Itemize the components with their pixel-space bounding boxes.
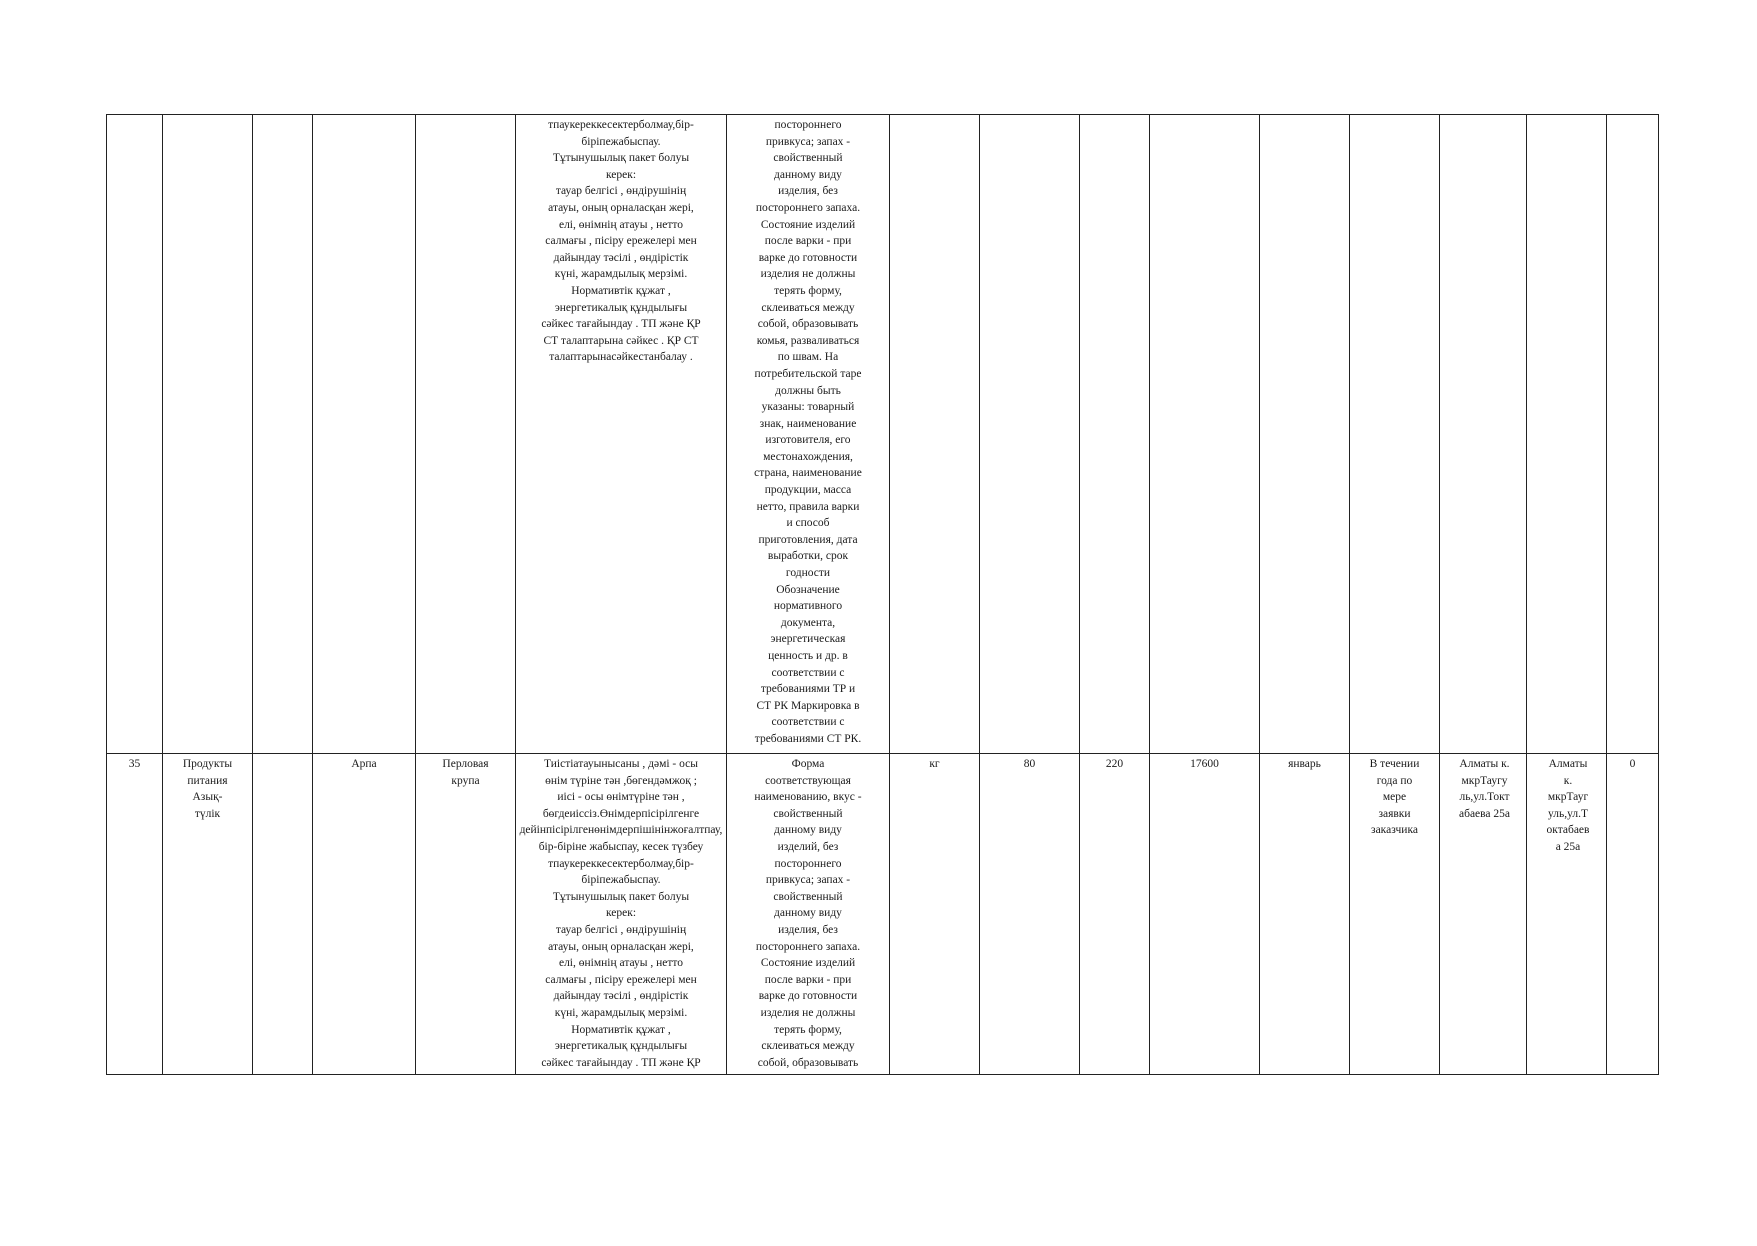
cell-price — [1080, 115, 1150, 754]
text-line: Перловая — [442, 758, 489, 770]
cell-empty — [253, 754, 313, 1075]
text-line: мкрТауг — [1547, 791, 1589, 804]
cell-quantity: 80 — [980, 754, 1080, 1075]
text-line: привкуса; запах - — [765, 874, 851, 887]
text-line: местонахождения, — [763, 450, 853, 463]
text-line: комья, разваливаться — [756, 334, 860, 347]
text-line: после варки - при — [764, 235, 852, 248]
cell-unit: кг — [890, 754, 980, 1075]
table-row — [107, 115, 1659, 754]
text-line: Азық- — [192, 791, 223, 804]
text-line: ль,ул.Токт — [1459, 791, 1510, 804]
text-line: собой, образовывать — [757, 318, 859, 331]
text-line: иісі - осы өнімтүріне тән , — [557, 791, 685, 804]
text-line: документа, — [780, 616, 836, 629]
text-line: изделия не должны — [760, 1006, 856, 1019]
text-line: энергетикалық құндылығы — [554, 301, 688, 314]
text-line: постороннего — [774, 119, 842, 131]
text-line: өнім түріне тән ,бөгендәмжоқ ; — [545, 774, 697, 787]
text-line: страна, наименование — [754, 467, 862, 480]
cell-address-1 — [1440, 115, 1527, 754]
text-line: терять форму, — [774, 1023, 842, 1036]
text-line: к. — [1563, 774, 1573, 787]
cell-kazakh-description — [516, 115, 727, 754]
text-line: годности — [785, 567, 831, 580]
cell-last — [1607, 115, 1659, 754]
cell-empty — [253, 115, 313, 754]
text-line: после варки - при — [764, 973, 852, 986]
text-line: свойственный — [773, 152, 843, 165]
text-line: выработки, срок — [767, 550, 849, 563]
text-line: В течении — [1369, 758, 1420, 770]
text-line: тауар белгісі , өндірушінің — [555, 923, 687, 936]
text-line: Состояние изделий — [760, 218, 856, 231]
cell-sum — [1150, 115, 1260, 754]
text-line: Форма — [791, 758, 825, 770]
text-line: сәйкес тағайындау . ТП және ҚР — [541, 318, 701, 331]
cell-category — [163, 115, 253, 754]
cell-month — [1260, 115, 1350, 754]
cell-month: январь — [1260, 754, 1350, 1075]
text-line: бөгдеиіссіз.Өнімдерпісірілгенге — [542, 807, 700, 820]
text-line: Продукты — [182, 758, 233, 770]
text-line: дайындау тәсілі , өндірістік — [553, 251, 689, 264]
text-line: энергетическая — [770, 633, 846, 646]
text-line: заявки — [1378, 807, 1411, 820]
cell-address-2 — [1527, 754, 1607, 1075]
text-line: данному виду — [774, 824, 842, 837]
text-line: атауы, оның орналасқан жері, — [548, 201, 694, 214]
cell-russian-description — [727, 115, 890, 754]
cell-last: 0 — [1607, 754, 1659, 1075]
text-line: собой, образовывать — [757, 1056, 859, 1069]
text-line: и способ — [786, 517, 830, 530]
text-line: изготовителя, его — [765, 434, 851, 447]
text-line: по швам. На — [777, 351, 839, 364]
text-line: Алматы — [1548, 758, 1588, 770]
text-line: Нормативтік құжат , — [571, 284, 671, 297]
text-line: атауы, оның орналасқан жері, — [548, 940, 694, 953]
text-line: октабаев — [1546, 824, 1590, 837]
cell-sum: 17600 — [1150, 754, 1260, 1075]
cell-number — [107, 115, 163, 754]
text-line: бір-біріне жабыспау, кесек түзбеу — [538, 840, 704, 853]
cell-russian-description — [727, 754, 890, 1075]
text-line: тпаукерeккесектерболмау,бір- — [548, 857, 694, 870]
text-line: свойственный — [773, 807, 843, 820]
text-line: года по — [1376, 774, 1413, 787]
text-line: постороннего запаха. — [755, 940, 861, 953]
text-line: Тұтынушылық пакет болуы — [552, 152, 690, 165]
text-line: сәйкес тағайындау . ТП және ҚР — [541, 1056, 701, 1069]
cell-name-ru — [416, 115, 516, 754]
text-line: нормативного — [773, 600, 843, 613]
text-line: требованиями ТР и — [760, 683, 856, 696]
text-line: СТ РК Маркировка в — [756, 699, 860, 712]
text-line: СТ талаптарына сәйкес . ҚР СТ — [543, 334, 699, 347]
text-line: мкрТаугу — [1461, 774, 1508, 787]
text-line: приготовления, дата — [758, 533, 858, 546]
text-line: склеиваться между — [761, 1040, 855, 1053]
text-line: а 25а — [1555, 840, 1581, 853]
text-line: варке до готовности — [758, 990, 858, 1003]
cell-name-ru — [416, 754, 516, 1075]
text-line: Тұтынушылық пакет болуы — [552, 890, 690, 903]
text-line: постороннего запаха. — [755, 201, 861, 214]
text-line: дейінпісірілгенөнімдерпішінінжоғалтпау, — [519, 824, 723, 837]
text-line: тауар белгісі , өндірушінің — [555, 185, 687, 198]
cell-kazakh-description — [516, 754, 727, 1075]
text-line: наименованию, вкус - — [754, 791, 862, 804]
text-line: данному виду — [774, 907, 842, 920]
cell-name-kz: Арпа — [313, 754, 416, 1075]
text-line: ценность и др. в — [768, 650, 848, 662]
text-line: варке до готовности — [758, 251, 858, 264]
text-line: изделий, без — [777, 840, 839, 853]
text-line: знак, наименование — [759, 417, 857, 430]
text-line: склеиваться между — [761, 301, 855, 314]
text-line: заказчика — [1371, 824, 1418, 837]
text-line: соответствии с — [771, 716, 845, 729]
text-line: салмағы , пісіру ережелері мен — [545, 973, 697, 986]
text-line: терять форму, — [774, 284, 842, 297]
text-line: данному виду — [774, 168, 842, 181]
cell-category — [163, 754, 253, 1075]
text-line: біріпежабыспау. — [581, 874, 661, 887]
text-line: талаптарынасәйкестанбалау . — [549, 351, 693, 364]
text-line: требованиями СТ РК. — [754, 732, 862, 745]
text-line: Обозначение — [776, 583, 840, 596]
cell-address-2 — [1527, 115, 1607, 754]
text-line: абаева 25а — [1458, 807, 1511, 820]
cell-name-kz — [313, 115, 416, 754]
cell-term — [1350, 754, 1440, 1075]
text-line: должны быть — [775, 384, 841, 397]
text-line: изделия не должны — [760, 268, 856, 281]
text-line: нетто, правила варки — [756, 500, 860, 513]
text-line: біріпежабыспау. — [581, 135, 661, 148]
text-line: Нормативтік құжат , — [571, 1023, 671, 1036]
text-line: дайындау тәсілі , өндірістік — [553, 990, 689, 1003]
text-line: керек: — [605, 168, 637, 181]
text-line: салмағы , пісіру ережелері мен — [545, 235, 697, 248]
text-line: изделия, без — [778, 923, 838, 936]
text-line: түлік — [194, 807, 221, 820]
text-line: күні, жарамдылық мерзімі. — [554, 1006, 688, 1019]
text-line: соответствии с — [771, 666, 845, 679]
text-line: Состояние изделий — [760, 957, 856, 970]
text-line: уль,ул.Т — [1548, 807, 1588, 820]
text-line: тпаукерeккесектерболмау,бір- — [548, 119, 694, 131]
text-line: күні, жарамдылық мерзімі. — [554, 268, 688, 281]
text-line: елі, өнімнің атауы , нетто — [558, 957, 684, 970]
cell-term — [1350, 115, 1440, 754]
text-line: питания — [187, 774, 228, 787]
table-row — [107, 754, 1659, 1075]
cell-quantity — [980, 115, 1080, 754]
procurement-table — [106, 114, 1659, 1075]
text-line: привкуса; запах - — [765, 135, 851, 148]
text-line: изделия, без — [778, 185, 838, 198]
cell-unit — [890, 115, 980, 754]
text-line: указаны: товарный — [761, 401, 855, 414]
text-line: Тиістіатауынысаны , дәмі - осы — [544, 758, 698, 770]
text-line: продукции, масса — [764, 484, 852, 497]
text-line: керек: — [605, 907, 637, 920]
text-line: соответствующая — [765, 774, 851, 787]
text-line: мере — [1382, 791, 1407, 804]
cell-number: 35 — [107, 754, 163, 1075]
text-line: энергетикалық құндылығы — [554, 1040, 688, 1053]
text-line: крупа — [451, 774, 480, 787]
text-line: постороннего — [774, 857, 842, 870]
text-line: елі, өнімнің атауы , нетто — [558, 218, 684, 231]
text-line: потребительской таре — [754, 367, 862, 380]
cell-address-1 — [1440, 754, 1527, 1075]
text-line: Алматы к. — [1459, 758, 1510, 770]
text-line: свойственный — [773, 890, 843, 903]
cell-price: 220 — [1080, 754, 1150, 1075]
